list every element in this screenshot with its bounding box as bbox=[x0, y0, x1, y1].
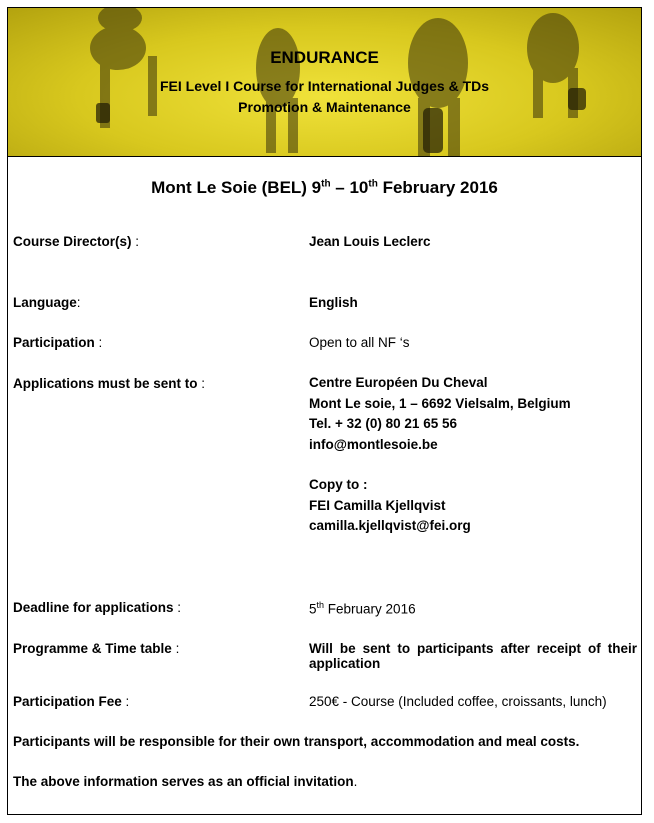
language-label: Language: bbox=[13, 295, 81, 310]
participation-label: Participation : bbox=[13, 335, 103, 350]
fee-value: 250€ - Course (Included coffee, croissants, lunch) bbox=[309, 694, 607, 709]
deadline-value: 5th February 2016 bbox=[309, 600, 416, 617]
applications-label: Applications must be sent to : bbox=[13, 376, 206, 391]
header-banner bbox=[8, 8, 641, 157]
deadline-label: Deadline for applications : bbox=[13, 600, 182, 615]
document-page bbox=[7, 7, 642, 815]
address-email: info@montlesoie.be bbox=[309, 436, 438, 452]
fee-label: Participation Fee : bbox=[13, 694, 130, 709]
copy-line: FEI Camilla Kjellqvist bbox=[309, 497, 446, 513]
participation-value: Open to all NF ‘s bbox=[309, 335, 410, 350]
language-value: English bbox=[309, 295, 358, 310]
programme-label: Programme & Time table : bbox=[13, 641, 180, 656]
address-line: Centre Européen Du Cheval bbox=[309, 375, 488, 390]
address-line: Mont Le soie, 1 – 6692 Vielsalm, Belgium bbox=[309, 395, 571, 411]
copy-email: camilla.kjellqvist@fei.org bbox=[309, 518, 471, 533]
address-line: Tel. + 32 (0) 80 21 65 56 bbox=[309, 416, 457, 431]
responsibility-note: Participants will be responsible for their own transport, accommodation and meal costs. bbox=[13, 734, 580, 749]
banner-subtitle: FEI Level I Course for International Judges & TDs bbox=[159, 78, 490, 94]
invitation-note: The above information serves as an official invitation. bbox=[13, 774, 358, 789]
director-label: Course Director(s) : bbox=[13, 234, 140, 249]
course-heading: Mont Le Soie (BEL) 9th – 10th February 2016 bbox=[151, 178, 498, 197]
programme-value: Will be sent to participants after receipt of their application bbox=[309, 641, 637, 671]
address-block bbox=[309, 373, 637, 455]
banner-subtitle-2: Promotion & Maintenance bbox=[238, 99, 411, 115]
copy-block bbox=[309, 475, 637, 537]
banner-title: ENDURANCE bbox=[270, 48, 379, 67]
copy-line: Copy to : bbox=[309, 477, 368, 492]
director-value: Jean Louis Leclerc bbox=[309, 234, 431, 249]
